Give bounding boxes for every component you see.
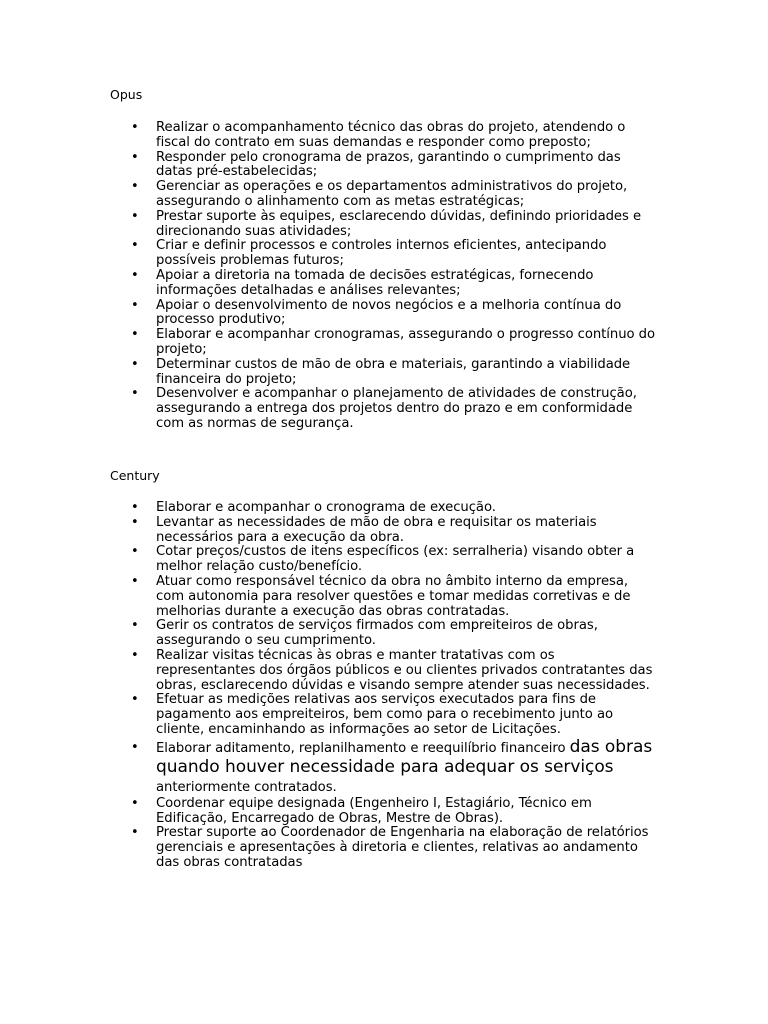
list-item-text: Levantar as necessidades de mão de obra e requisitar os materiais necessários para a execução da obra. <box>156 514 597 545</box>
list-item-text-part3: anteriormente contratados. <box>156 779 337 795</box>
list-item-text: Prestar suporte ao Coordenador de Engenharia na elaboração de relatórios gerenciais e apresentações à diretoria e clientes, relativas ao andamento das obras contratadas <box>156 825 649 870</box>
list-item <box>0 516 656 546</box>
list-item <box>0 180 656 210</box>
list-item <box>0 151 656 181</box>
list-item-text: Apoiar a diretoria na tomada de decisões estratégicas, fornecendo informações detalhadas e análises relevantes; <box>156 267 594 298</box>
list-item-text: Elaborar e acompanhar cronogramas, assegurando o progresso contínuo do projeto; <box>156 327 656 357</box>
bullet-icon: • <box>131 267 139 283</box>
section-heading-opus: Opus <box>110 87 143 102</box>
list-item-text: Criar e definir processos e controles internos eficientes, antecipando possíveis problemas futuros; <box>156 238 607 269</box>
list-item <box>0 826 656 870</box>
list-item <box>0 387 656 431</box>
opus-responsibilities-list <box>0 121 768 432</box>
bullet-icon: • <box>131 514 139 530</box>
bullet-icon: • <box>131 647 139 663</box>
bullet-icon: • <box>131 618 139 634</box>
list-item <box>0 649 656 693</box>
list-item <box>0 239 656 269</box>
list-item-text: Desenvolver e acompanhar o planejamento de atividades de construção, assegurando a entrega dos projetos dentro do prazo e em conformidade com as normas de segurança. <box>156 386 637 431</box>
list-item <box>0 501 656 516</box>
century-responsibilities-list <box>0 501 768 871</box>
bullet-icon: • <box>131 327 139 343</box>
bullet-icon: • <box>131 692 139 708</box>
bullet-icon: • <box>131 208 139 224</box>
bullet-icon: • <box>131 544 139 560</box>
bullet-icon: • <box>131 739 139 755</box>
list-item <box>0 210 656 240</box>
list-item <box>0 328 656 358</box>
bullet-icon: • <box>131 386 139 402</box>
list-item-text: Cotar preços/custos de itens específicos (ex: serralheria) visando obter a melhor relação custo/benefício. <box>156 544 635 575</box>
list-item-text: Efetuar as medições relativas aos serviços executados para fins de pagamento aos empreiteiros, bem como para o recebimento junto ao cliente, encaminhando as informações ao setor de Licitações. <box>156 692 614 737</box>
bullet-icon: • <box>131 500 139 515</box>
list-item-text: Atuar como responsável técnico da obra no âmbito interno da empresa, com autonomia para resolver questões e tomar medidas corretivas e de melhorias durante a execução das obras contratadas. <box>156 573 631 619</box>
bullet-icon: • <box>131 825 139 841</box>
list-item-text-large: das obras quando houver necessidade para adequar os serviços <box>156 736 653 777</box>
list-item <box>0 299 656 329</box>
list-item-text: Apoiar o desenvolvimento de novos negócios e a melhoria contínua do processo produtivo; <box>156 297 622 328</box>
list-item <box>0 269 656 299</box>
list-item <box>0 575 656 619</box>
list-item-text: Determinar custos de mão de obra e materiais, garantindo a viabilidade financeira do projeto; <box>156 356 631 387</box>
bullet-icon: • <box>131 149 139 165</box>
list-item-text-part1: Elaborar aditamento, replanilhamento e reequilíbrio financeiro <box>156 740 570 756</box>
bullet-icon: • <box>131 356 139 372</box>
list-item <box>0 797 656 827</box>
bullet-icon: • <box>131 120 139 135</box>
bullet-icon: • <box>131 573 139 589</box>
list-item <box>0 738 656 797</box>
list-item-text: Realizar visitas técnicas às obras e manter tratativas com os representantes dos órgãos públicos e ou clientes privados contratantes das obras, esclarecendo dúvidas e visando sempre atender suas necessidades. <box>156 647 653 693</box>
list-item-text: Elaborar e acompanhar o cronograma de execução. <box>156 500 496 515</box>
bullet-icon: • <box>131 297 139 313</box>
list-item-text: Responder pelo cronograma de prazos, garantindo o cumprimento das datas pré-estabelecidas; <box>156 149 621 180</box>
list-item-text: Realizar o acompanhamento técnico das obras do projeto, atendendo o fiscal do contrato em suas demandas e responder como preposto; <box>156 120 626 150</box>
list-item <box>0 121 656 151</box>
list-item-text: Coordenar equipe designada (Engenheiro I, Estagiário, Técnico em Edificação, Encarregado de Obras, Mestre de Obras). <box>156 795 592 826</box>
section-heading-century: Century <box>110 468 160 483</box>
bullet-icon: • <box>131 238 139 254</box>
list-item-text: Prestar suporte às equipes, esclarecendo dúvidas, definindo prioridades e direcionando suas atividades; <box>156 208 642 239</box>
bullet-icon: • <box>131 795 139 811</box>
bullet-icon: • <box>131 179 139 195</box>
list-item <box>0 358 656 388</box>
list-item-text: Gerenciar as operações e os departamentos administrativos do projeto, assegurando o alinhamento com as metas estratégicas; <box>156 179 628 209</box>
list-item-text: Gerir os contratos de serviços firmados com empreiteiros de obras, assegurando o seu cumprimento. <box>156 618 598 649</box>
list-item <box>0 545 656 575</box>
list-item <box>0 619 656 649</box>
list-item <box>0 693 656 737</box>
